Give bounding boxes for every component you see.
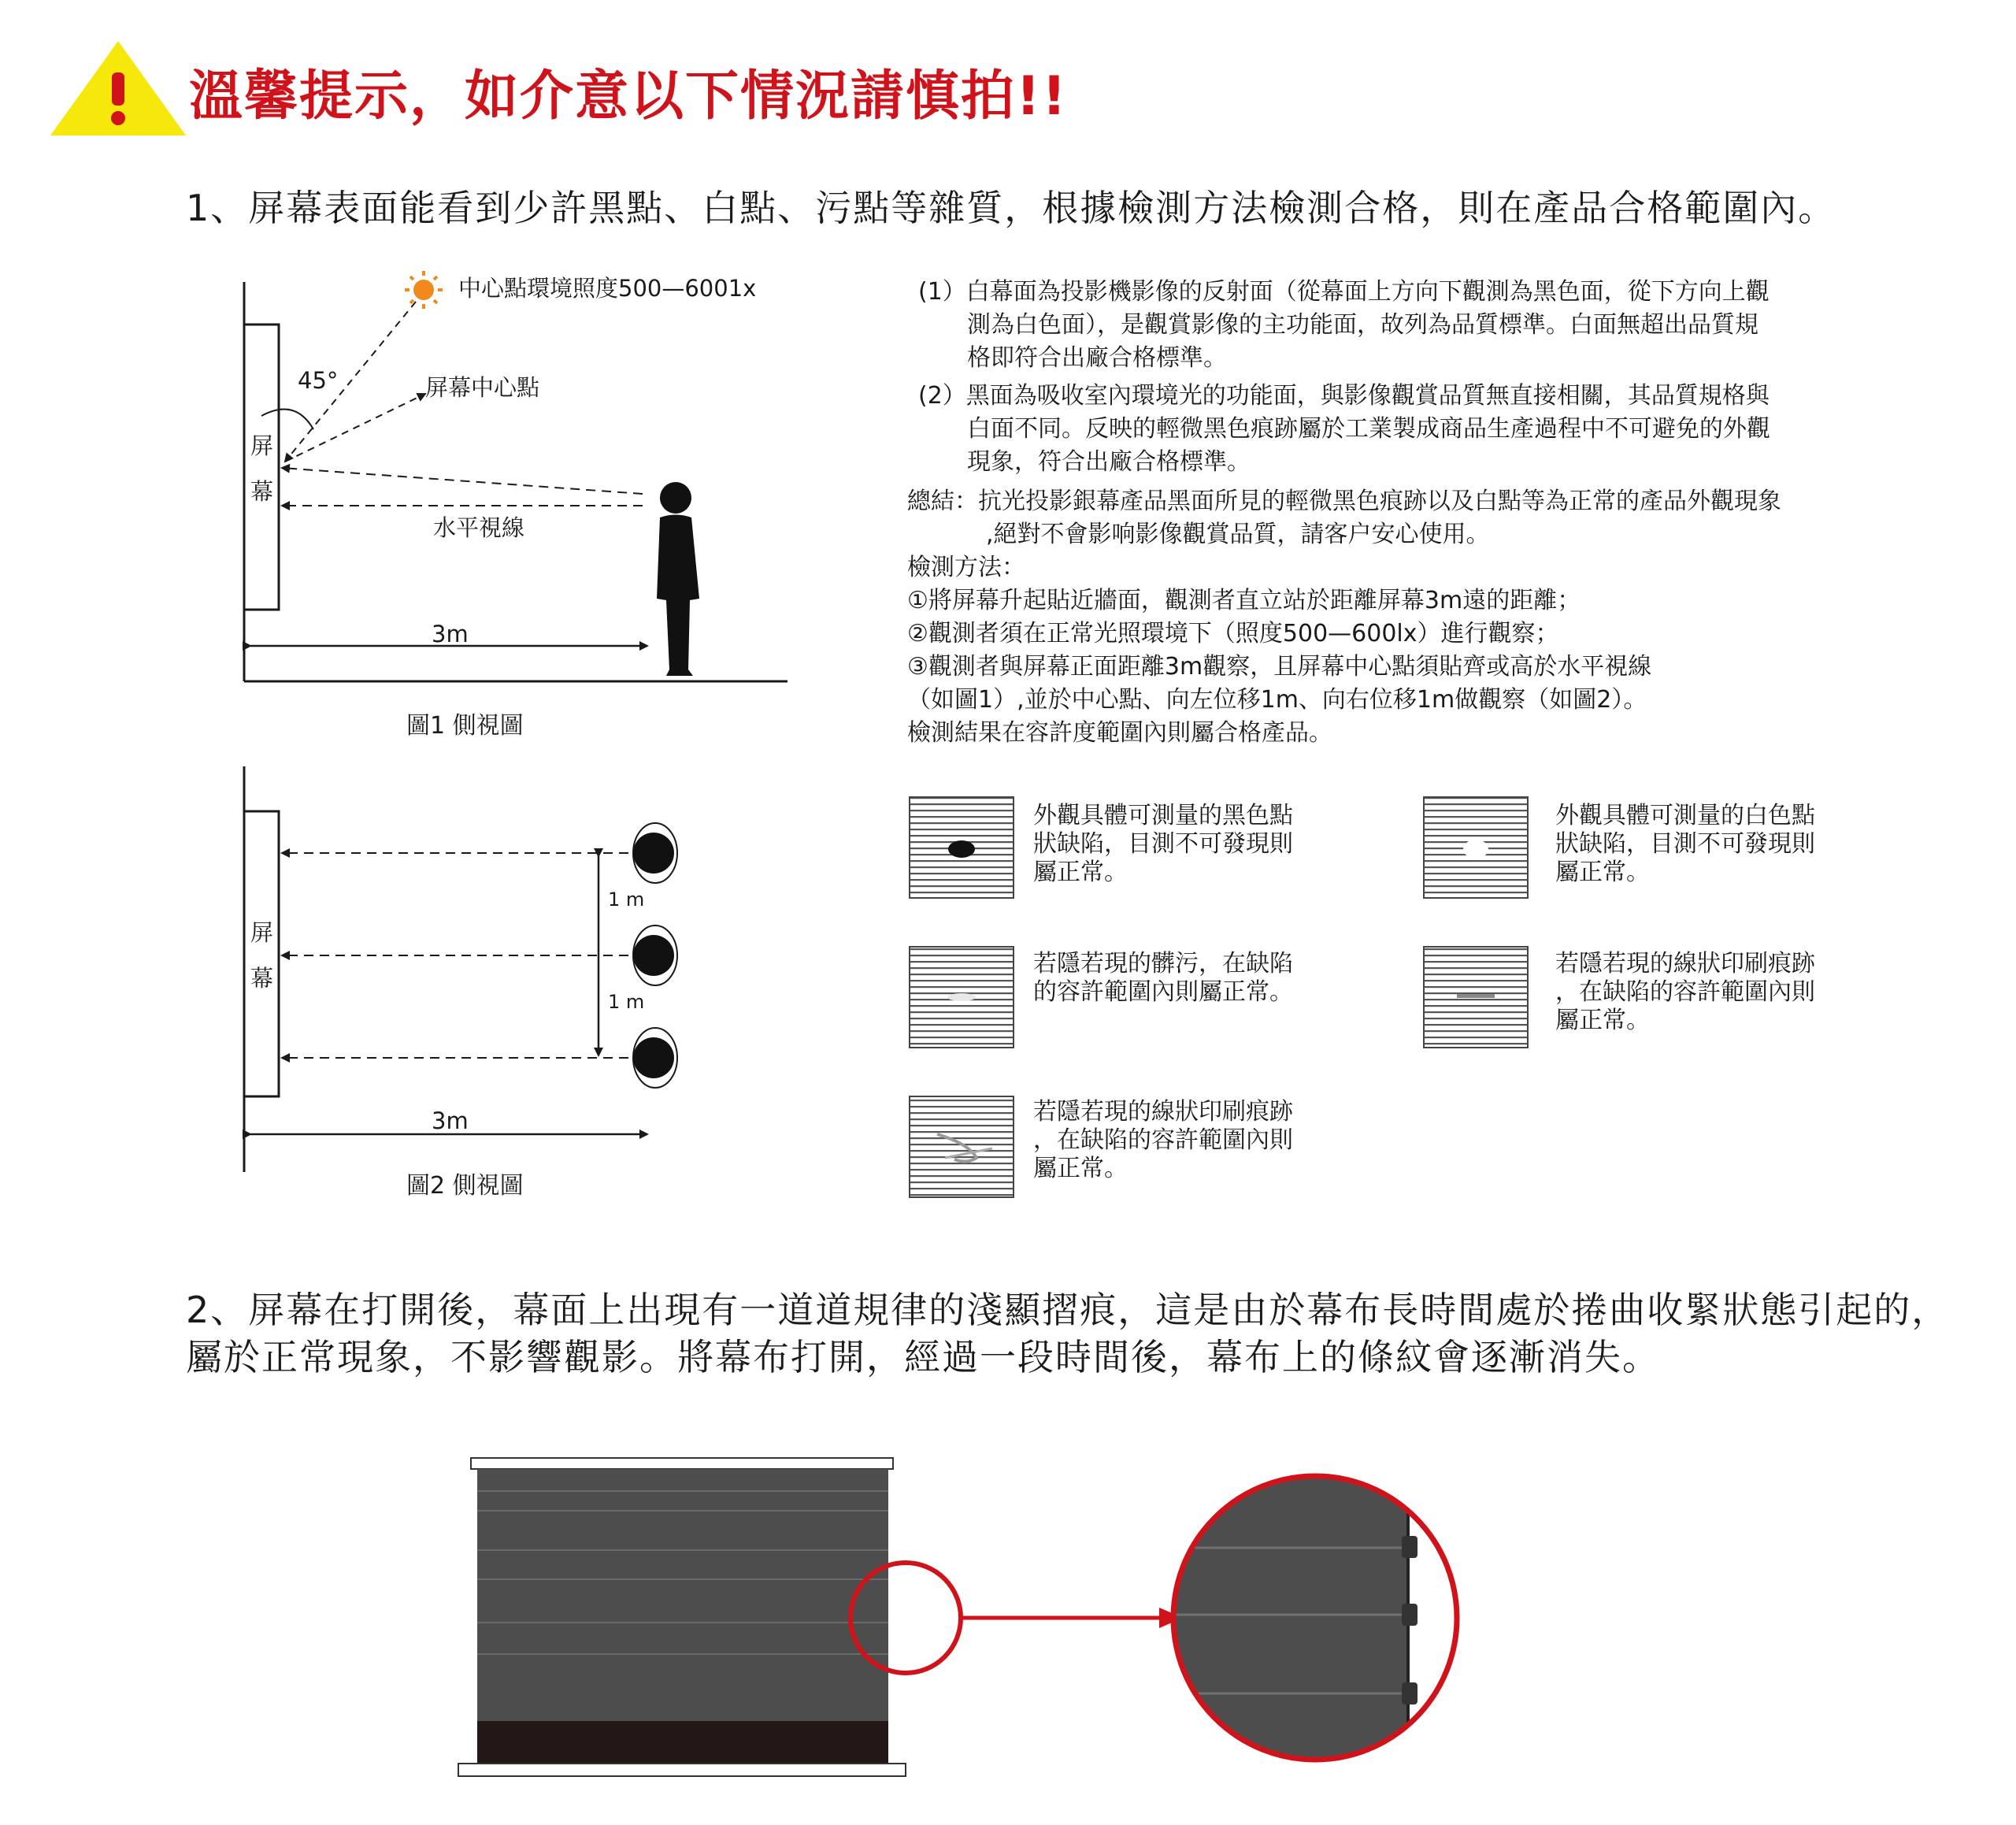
page-title: 溫馨提示，如介意以下情況請慎拍!! <box>189 65 1069 128</box>
print-line-defect-icon <box>1424 947 1528 1048</box>
defect-white-dot-text: 外觀具體可測量的白色點 狀缺陷，目測不可發現則 屬正常。 <box>1555 802 1815 886</box>
screen-label-top: 屏 <box>250 432 274 459</box>
distance-label: 3m <box>432 1107 469 1134</box>
person-silhouette-icon <box>657 482 699 676</box>
step-label: 1 m <box>608 888 645 911</box>
defect-print-line-text: 若隱若現的線狀印刷痕跡 ，在缺陷的容許範圍內則 屬正常。 <box>1555 950 1815 1034</box>
distance-label: 3m <box>432 621 469 647</box>
screen-center-label: 屏幕中心點 <box>425 374 540 401</box>
warning-triangle-icon <box>50 41 186 135</box>
smudge-defect-icon <box>910 947 1014 1048</box>
figure-1-caption: 圖1 側視圖 <box>406 712 524 740</box>
print-mark-defect-icon <box>910 1096 1014 1197</box>
angle-label: 45° <box>298 367 339 394</box>
summary: 總結：抗光投影銀幕產品黑面所見的輕微黑色痕跡以及白點等為正常的產品外觀現象 ,絕對不會影响影像觀賞品質，請客户安心使用。 <box>907 488 1781 548</box>
magnified-detail <box>1166 1465 1567 1780</box>
screen-label-bottom: 幕 <box>250 965 274 992</box>
defect-smudge-text: 若隱若現的髒污，在缺陷 的容許範圍內則屬正常。 <box>1033 950 1293 1006</box>
defect-print-mark-text: 若隱若現的線狀印刷痕跡 ，在缺陷的容許範圍內則 屬正常。 <box>1033 1098 1293 1182</box>
black-dot-defect-icon <box>910 797 1014 898</box>
sun-label: 中心點環境照度500—6001x <box>458 275 757 302</box>
sun-icon <box>405 271 443 309</box>
step-label: 1 m <box>608 991 645 1013</box>
section-2-text: 2、屏幕在打開後，幕面上出現有一道道規律的淺顯摺痕，這是由於幕布長時間處於捲曲收緊狀態引起的，屬於正常現象，不影響觀影。將幕布打開，經過一段時間後，幕布上的條紋會逐漸消失。 <box>186 1289 1950 1378</box>
rolled-screen-illustration <box>458 1458 1567 1780</box>
figure-2-caption: 圖2 側視圖 <box>406 1172 524 1200</box>
sight-line-label: 水平視線 <box>433 514 525 541</box>
test-method: 檢測方法： ①將屏幕升起貼近牆面，觀測者直立站於距離屏幕3m遠的距離； ②觀測者須在正常光照環境下（照度500—600lx）進行觀察； ③觀測者與屏幕正面距離3m觀察，且屏幕中心點須貼齊或高於水平視線 （如圖1）,並於中心點、向左位移1m、向右位移1m做觀察（如圖2）。 檢測結果在容許度範圍內則屬合格產品。 <box>907 554 1652 747</box>
defect-black-dot-text: 外觀具體可測量的黑色點 狀缺陷，目測不可發現則 屬正常。 <box>1033 802 1293 886</box>
white-dot-defect-icon <box>1424 797 1528 898</box>
section-1-heading: 1、屏幕表面能看到少許黑點、白點、污點等雜質，根據檢測方法檢測合格，則在產品合格範圍內。 <box>186 187 1836 229</box>
observer-head-icon <box>633 823 677 1088</box>
note-2: (2）黑面為吸收室內環境光的功能面，與影像觀賞品質無直接相關，其品質規格與 白面不同。反映的輕微黑色痕跡屬於工業製成商品生產過程中不可避免的外觀 現象，符合出廠合格標準。 <box>918 382 1770 476</box>
note-1: (1）白幕面為投影機影像的反射面（從幕面上方向下觀測為黑色面，從下方向上觀 測為白色面），是觀賞影像的主功能面，故列為品質標準。白面無超出品質規 格即符合出廠合格標準。 <box>918 278 1770 372</box>
screen-label-bottom: 幕 <box>250 478 274 505</box>
figure-1-side-view <box>244 271 788 681</box>
screen-label-top: 屏 <box>250 919 274 946</box>
